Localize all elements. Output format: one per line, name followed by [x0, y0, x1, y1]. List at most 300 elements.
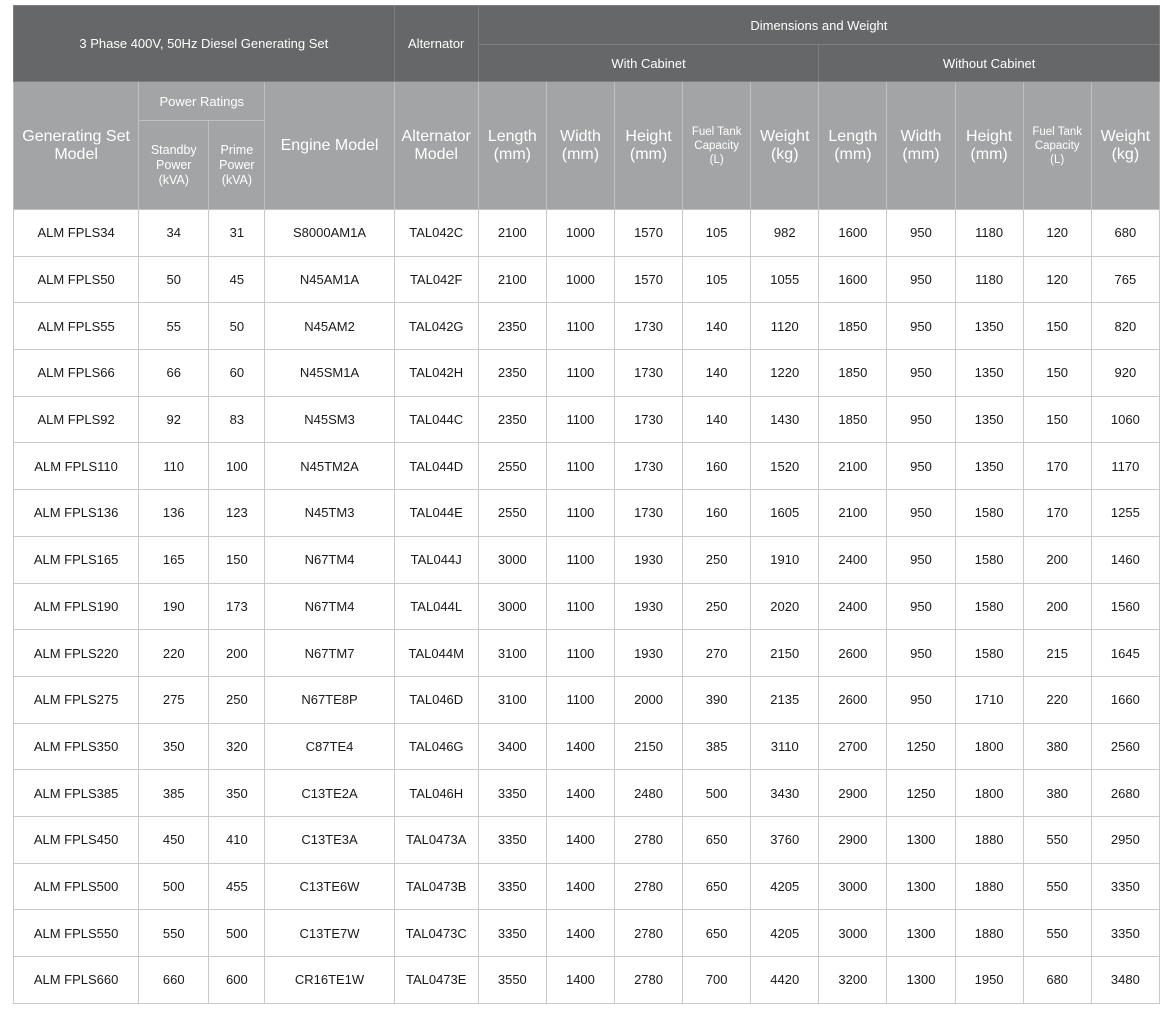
- table-cell: ALM FPLS500: [14, 863, 139, 910]
- with-cabinet-header: With Cabinet: [478, 45, 819, 82]
- table-cell: 1570: [614, 210, 682, 257]
- table-cell: 500: [139, 863, 209, 910]
- standby-power-header: [139, 121, 209, 210]
- table-row: [14, 210, 1160, 257]
- table-cell: 1730: [614, 303, 682, 350]
- table-cell: 1100: [546, 396, 614, 443]
- generating-set-model-label: Generating Set Model: [22, 127, 130, 163]
- table-cell: 45: [209, 256, 265, 303]
- power-ratings-header: Power Ratings: [139, 82, 265, 121]
- table-cell: 2560: [1091, 723, 1159, 770]
- table-cell: TAL044C: [394, 396, 478, 443]
- table-cell: 2100: [819, 443, 887, 490]
- table-cell: 1560: [1091, 583, 1159, 630]
- table-cell: 60: [209, 350, 265, 397]
- table-cell: TAL044E: [394, 490, 478, 537]
- table-cell: N45TM3: [265, 490, 394, 537]
- table-cell: ALM FPLS190: [14, 583, 139, 630]
- table-cell: N67TM4: [265, 583, 394, 630]
- column-label: Length (mm): [828, 127, 878, 163]
- table-cell: ALM FPLS50: [14, 256, 139, 303]
- table-cell: 2150: [614, 723, 682, 770]
- table-cell: 680: [1023, 957, 1091, 1004]
- table-cell: 3350: [478, 910, 546, 957]
- table-cell: 1350: [955, 443, 1023, 490]
- table-cell: 2480: [614, 770, 682, 817]
- table-cell: 1100: [546, 443, 614, 490]
- table-row: [14, 396, 1160, 443]
- table-cell: 3000: [819, 910, 887, 957]
- table-cell: 1910: [751, 536, 819, 583]
- table-cell: S8000AM1A: [265, 210, 394, 257]
- table-cell: 2600: [819, 676, 887, 723]
- table-cell: 83: [209, 396, 265, 443]
- table-cell: TAL042C: [394, 210, 478, 257]
- table-body: [14, 210, 1160, 1004]
- table-cell: TAL044L: [394, 583, 478, 630]
- table-cell: C13TE2A: [265, 770, 394, 817]
- alternator-header: Alternator: [394, 6, 478, 82]
- table-cell: N67TE8P: [265, 676, 394, 723]
- table-cell: 140: [683, 303, 751, 350]
- table-cell: 150: [1023, 350, 1091, 397]
- table-row: [14, 816, 1160, 863]
- table-cell: 1100: [546, 676, 614, 723]
- table-cell: 1350: [955, 303, 1023, 350]
- table-cell: 92: [139, 396, 209, 443]
- table-cell: 2350: [478, 396, 546, 443]
- table-cell: 1850: [819, 350, 887, 397]
- table-cell: 2600: [819, 630, 887, 677]
- table-cell: 500: [683, 770, 751, 817]
- column-label: Width (mm): [900, 127, 942, 163]
- table-cell: 1100: [546, 490, 614, 537]
- table-cell: ALM FPLS550: [14, 910, 139, 957]
- table-cell: 385: [139, 770, 209, 817]
- table-cell: 2780: [614, 863, 682, 910]
- table-cell: 2400: [819, 536, 887, 583]
- table-cell: TAL042F: [394, 256, 478, 303]
- table-cell: 650: [683, 863, 751, 910]
- table-cell: 1000: [546, 210, 614, 257]
- table-cell: 2780: [614, 957, 682, 1004]
- table-cell: 140: [683, 350, 751, 397]
- without-cabinet-fuel-tank-header: [1023, 82, 1091, 210]
- table-cell: C87TE4: [265, 723, 394, 770]
- table-cell: 950: [887, 303, 955, 350]
- table-cell: 550: [1023, 863, 1091, 910]
- table-cell: 1060: [1091, 396, 1159, 443]
- table-cell: 1730: [614, 350, 682, 397]
- table-cell: 950: [887, 630, 955, 677]
- table-cell: 3350: [478, 816, 546, 863]
- table-cell: 220: [139, 630, 209, 677]
- column-label: Length (mm): [487, 127, 537, 163]
- table-cell: 200: [1023, 536, 1091, 583]
- table-cell: 150: [209, 536, 265, 583]
- table-cell: 1250: [887, 770, 955, 817]
- table-cell: ALM FPLS34: [14, 210, 139, 257]
- table-cell: 920: [1091, 350, 1159, 397]
- table-cell: 250: [683, 536, 751, 583]
- table-row: [14, 676, 1160, 723]
- table-cell: 3550: [478, 957, 546, 1004]
- table-cell: 680: [1091, 210, 1159, 257]
- without-cabinet-weight-header: [1091, 82, 1159, 210]
- without-cabinet-width-header: [887, 82, 955, 210]
- table-cell: 1055: [751, 256, 819, 303]
- table-cell: ALM FPLS136: [14, 490, 139, 537]
- table-cell: 1880: [955, 816, 1023, 863]
- column-label: Prime Power (kVA): [219, 142, 255, 187]
- table-cell: 2950: [1091, 816, 1159, 863]
- with-cabinet-length-header: [478, 82, 546, 210]
- table-cell: 765: [1091, 256, 1159, 303]
- table-cell: TAL0473B: [394, 863, 478, 910]
- table-cell: ALM FPLS220: [14, 630, 139, 677]
- table-cell: TAL046H: [394, 770, 478, 817]
- table-cell: 650: [683, 816, 751, 863]
- table-row: [14, 583, 1160, 630]
- table-cell: ALM FPLS385: [14, 770, 139, 817]
- table-cell: TAL046D: [394, 676, 478, 723]
- table-cell: 650: [683, 910, 751, 957]
- table-cell: 4205: [751, 863, 819, 910]
- table-cell: 1710: [955, 676, 1023, 723]
- table-cell: 105: [683, 210, 751, 257]
- table-cell: 120: [1023, 210, 1091, 257]
- table-cell: ALM FPLS55: [14, 303, 139, 350]
- table-cell: 3480: [1091, 957, 1159, 1004]
- table-cell: 950: [887, 536, 955, 583]
- table-cell: 380: [1023, 723, 1091, 770]
- table-cell: 4420: [751, 957, 819, 1004]
- table-cell: 2350: [478, 303, 546, 350]
- table-cell: 600: [209, 957, 265, 1004]
- table-cell: 550: [1023, 816, 1091, 863]
- table-cell: 1350: [955, 396, 1023, 443]
- table-cell: 1580: [955, 536, 1023, 583]
- prime-power-header: [209, 121, 265, 210]
- table-cell: 2135: [751, 676, 819, 723]
- spec-table-container: [13, 5, 1160, 1004]
- table-row: [14, 957, 1160, 1004]
- table-cell: 2900: [819, 770, 887, 817]
- table-cell: ALM FPLS660: [14, 957, 139, 1004]
- with-cabinet-fuel-tank-header: [683, 82, 751, 210]
- table-cell: 250: [209, 676, 265, 723]
- table-cell: 320: [209, 723, 265, 770]
- table-cell: 2700: [819, 723, 887, 770]
- table-cell: 1930: [614, 536, 682, 583]
- column-label: Weight (kg): [760, 127, 810, 163]
- table-cell: 1255: [1091, 490, 1159, 537]
- column-label: Height (mm): [965, 127, 1013, 163]
- table-cell: TAL044D: [394, 443, 478, 490]
- table-cell: 150: [1023, 396, 1091, 443]
- table-cell: 950: [887, 583, 955, 630]
- table-cell: 173: [209, 583, 265, 630]
- table-cell: 950: [887, 256, 955, 303]
- table-cell: 2780: [614, 816, 682, 863]
- table-cell: 3430: [751, 770, 819, 817]
- table-cell: TAL044M: [394, 630, 478, 677]
- table-cell: 1100: [546, 536, 614, 583]
- table-cell: 1880: [955, 910, 1023, 957]
- table-cell: 1660: [1091, 676, 1159, 723]
- table-cell: 1400: [546, 863, 614, 910]
- table-cell: 950: [887, 490, 955, 537]
- table-cell: 105: [683, 256, 751, 303]
- table-cell: 500: [209, 910, 265, 957]
- table-row: [14, 770, 1160, 817]
- table-cell: 1580: [955, 490, 1023, 537]
- table-cell: 550: [139, 910, 209, 957]
- table-cell: N67TM4: [265, 536, 394, 583]
- column-label: Fuel Tank Capacity (L): [691, 125, 742, 166]
- table-cell: N45TM2A: [265, 443, 394, 490]
- table-cell: 200: [1023, 583, 1091, 630]
- table-cell: 1180: [955, 256, 1023, 303]
- table-cell: 455: [209, 863, 265, 910]
- table-cell: 2020: [751, 583, 819, 630]
- table-cell: 950: [887, 676, 955, 723]
- table-cell: 1400: [546, 910, 614, 957]
- table-cell: 2900: [819, 816, 887, 863]
- table-cell: 1580: [955, 630, 1023, 677]
- table-cell: 2680: [1091, 770, 1159, 817]
- table-row: [14, 723, 1160, 770]
- table-cell: TAL044J: [394, 536, 478, 583]
- table-cell: CR16TE1W: [265, 957, 394, 1004]
- table-cell: TAL0473E: [394, 957, 478, 1004]
- table-cell: C13TE6W: [265, 863, 394, 910]
- table-cell: 136: [139, 490, 209, 537]
- table-cell: 1930: [614, 630, 682, 677]
- table-cell: 110: [139, 443, 209, 490]
- table-cell: 3000: [478, 536, 546, 583]
- table-cell: 2150: [751, 630, 819, 677]
- table-row: [14, 490, 1160, 537]
- table-row: [14, 256, 1160, 303]
- table-row: [14, 536, 1160, 583]
- table-cell: N67TM7: [265, 630, 394, 677]
- dimensions-weight-header: Dimensions and Weight: [478, 6, 1159, 45]
- table-cell: 220: [1023, 676, 1091, 723]
- table-cell: 1100: [546, 583, 614, 630]
- table-cell: ALM FPLS66: [14, 350, 139, 397]
- table-cell: 1300: [887, 816, 955, 863]
- table-cell: 3350: [478, 863, 546, 910]
- with-cabinet-width-header: [546, 82, 614, 210]
- generating-set-spec-table: [13, 5, 1160, 1004]
- without-cabinet-header: Without Cabinet: [819, 45, 1160, 82]
- table-cell: 3000: [819, 863, 887, 910]
- table-cell: 3200: [819, 957, 887, 1004]
- table-cell: 31: [209, 210, 265, 257]
- table-cell: N45AM2: [265, 303, 394, 350]
- table-cell: 1600: [819, 210, 887, 257]
- table-cell: 1930: [614, 583, 682, 630]
- table-cell: 1430: [751, 396, 819, 443]
- without-cabinet-height-header: [955, 82, 1023, 210]
- table-cell: 385: [683, 723, 751, 770]
- table-cell: TAL042H: [394, 350, 478, 397]
- column-label: Fuel Tank Capacity (L): [1032, 125, 1083, 166]
- table-cell: 2000: [614, 676, 682, 723]
- table-cell: 160: [683, 490, 751, 537]
- table-cell: 450: [139, 816, 209, 863]
- table-cell: 1300: [887, 957, 955, 1004]
- table-cell: 3000: [478, 583, 546, 630]
- table-cell: 160: [683, 443, 751, 490]
- table-cell: 275: [139, 676, 209, 723]
- table-cell: 1100: [546, 350, 614, 397]
- table-cell: 3350: [478, 770, 546, 817]
- table-row: [14, 303, 1160, 350]
- table-cell: ALM FPLS110: [14, 443, 139, 490]
- table-cell: 700: [683, 957, 751, 1004]
- table-cell: 350: [209, 770, 265, 817]
- table-cell: 100: [209, 443, 265, 490]
- table-cell: 1300: [887, 910, 955, 957]
- table-cell: 1800: [955, 770, 1023, 817]
- column-label: Standby Power (kVA): [150, 142, 197, 187]
- table-cell: 380: [1023, 770, 1091, 817]
- table-cell: 1520: [751, 443, 819, 490]
- table-cell: 123: [209, 490, 265, 537]
- table-cell: 1580: [955, 583, 1023, 630]
- table-cell: 3400: [478, 723, 546, 770]
- table-cell: 950: [887, 350, 955, 397]
- table-cell: 1400: [546, 770, 614, 817]
- table-cell: 550: [1023, 910, 1091, 957]
- table-cell: C13TE7W: [265, 910, 394, 957]
- table-cell: 2550: [478, 490, 546, 537]
- table-cell: 2780: [614, 910, 682, 957]
- table-cell: TAL042G: [394, 303, 478, 350]
- table-cell: TAL0473A: [394, 816, 478, 863]
- table-cell: 660: [139, 957, 209, 1004]
- table-cell: 200: [209, 630, 265, 677]
- table-cell: 950: [887, 443, 955, 490]
- table-cell: 1000: [546, 256, 614, 303]
- table-cell: 950: [887, 396, 955, 443]
- table-cell: 2350: [478, 350, 546, 397]
- table-cell: TAL0473C: [394, 910, 478, 957]
- table-cell: 170: [1023, 490, 1091, 537]
- table-cell: 66: [139, 350, 209, 397]
- table-cell: ALM FPLS350: [14, 723, 139, 770]
- table-cell: N45SM1A: [265, 350, 394, 397]
- table-cell: 1730: [614, 443, 682, 490]
- table-cell: ALM FPLS92: [14, 396, 139, 443]
- table-cell: C13TE3A: [265, 816, 394, 863]
- table-cell: 950: [887, 210, 955, 257]
- table-cell: 1880: [955, 863, 1023, 910]
- table-cell: 250: [683, 583, 751, 630]
- table-row: [14, 630, 1160, 677]
- table-cell: 4205: [751, 910, 819, 957]
- table-title: 3 Phase 400V, 50Hz Diesel Generating Set: [14, 6, 395, 82]
- table-cell: 982: [751, 210, 819, 257]
- table-cell: 34: [139, 210, 209, 257]
- table-cell: 170: [1023, 443, 1091, 490]
- table-cell: 3350: [1091, 910, 1159, 957]
- table-cell: 1850: [819, 303, 887, 350]
- table-cell: 3760: [751, 816, 819, 863]
- table-cell: N45SM3: [265, 396, 394, 443]
- table-cell: 1950: [955, 957, 1023, 1004]
- without-cabinet-length-header: [819, 82, 887, 210]
- table-cell: 1220: [751, 350, 819, 397]
- table-cell: 390: [683, 676, 751, 723]
- table-cell: 50: [209, 303, 265, 350]
- table-cell: 150: [1023, 303, 1091, 350]
- table-cell: 1460: [1091, 536, 1159, 583]
- table-cell: 1730: [614, 490, 682, 537]
- table-cell: 1100: [546, 630, 614, 677]
- table-cell: ALM FPLS450: [14, 816, 139, 863]
- table-cell: 1300: [887, 863, 955, 910]
- table-cell: 3100: [478, 676, 546, 723]
- table-cell: 1570: [614, 256, 682, 303]
- column-label: Width (mm): [559, 127, 601, 163]
- column-label: Height (mm): [625, 127, 672, 163]
- table-cell: 50: [139, 256, 209, 303]
- table-cell: 140: [683, 396, 751, 443]
- table-cell: TAL046G: [394, 723, 478, 770]
- column-label: Weight (kg): [1100, 127, 1151, 163]
- table-cell: 1170: [1091, 443, 1159, 490]
- table-cell: 3350: [1091, 863, 1159, 910]
- table-cell: 1645: [1091, 630, 1159, 677]
- table-cell: 1400: [546, 957, 614, 1004]
- table-cell: 820: [1091, 303, 1159, 350]
- alternator-model-label: Alternator Model: [401, 127, 471, 163]
- table-cell: 215: [1023, 630, 1091, 677]
- table-cell: 1100: [546, 303, 614, 350]
- table-cell: 410: [209, 816, 265, 863]
- generating-set-model-header: [14, 82, 139, 210]
- table-cell: 2100: [478, 256, 546, 303]
- table-cell: 2400: [819, 583, 887, 630]
- table-cell: 55: [139, 303, 209, 350]
- table-cell: 120: [1023, 256, 1091, 303]
- table-cell: ALM FPLS165: [14, 536, 139, 583]
- table-cell: 1250: [887, 723, 955, 770]
- alternator-model-header: [394, 82, 478, 210]
- table-cell: 2100: [478, 210, 546, 257]
- table-cell: ALM FPLS275: [14, 676, 139, 723]
- table-cell: 165: [139, 536, 209, 583]
- engine-model-header: Engine Model: [265, 82, 394, 210]
- table-cell: 1730: [614, 396, 682, 443]
- table-cell: 190: [139, 583, 209, 630]
- table-cell: N45AM1A: [265, 256, 394, 303]
- table-cell: 2100: [819, 490, 887, 537]
- table-cell: 1400: [546, 723, 614, 770]
- table-cell: 1120: [751, 303, 819, 350]
- table-cell: 1350: [955, 350, 1023, 397]
- table-row: [14, 910, 1160, 957]
- table-cell: 3110: [751, 723, 819, 770]
- table-row: [14, 863, 1160, 910]
- table-cell: 1400: [546, 816, 614, 863]
- with-cabinet-weight-header: [751, 82, 819, 210]
- table-cell: 2550: [478, 443, 546, 490]
- with-cabinet-height-header: [614, 82, 682, 210]
